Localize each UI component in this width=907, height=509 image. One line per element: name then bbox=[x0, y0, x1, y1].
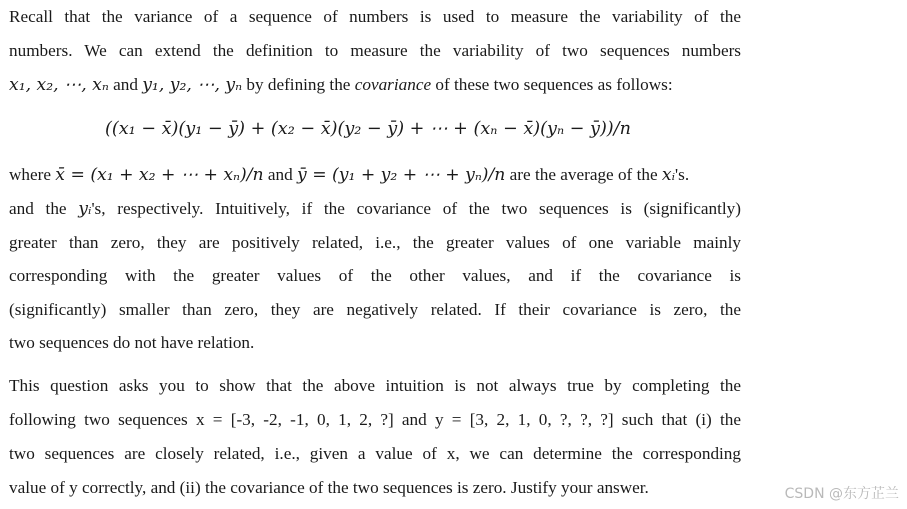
y-sequence: y₁, y₂, ⋯, yₙ bbox=[142, 75, 243, 95]
intuitively-text: 's, respectively. Intuitively, if the covariance of the two sequences is (significantly) bbox=[91, 199, 741, 218]
paragraph2-line5: (significantly) smaller than zero, they are negatively related. If their covariance is zero, the bbox=[9, 300, 741, 319]
paragraph2-line2 bbox=[9, 199, 741, 219]
paragraph1-line1: Recall that the variance of a sequence of numbers is used to measure the variability of the bbox=[9, 7, 741, 26]
and-the-text: and the bbox=[9, 199, 79, 218]
covariance-formula: ((x₁ − x̄)(y₁ − ȳ) + (x₂ − x̄)(y₂ − ȳ) + ⋯ + (xₙ − x̄)(yₙ − ȳ))/n bbox=[105, 119, 631, 139]
and-text: and bbox=[108, 75, 143, 94]
defining-text: by defining the bbox=[242, 75, 355, 94]
paragraph1-line3 bbox=[9, 75, 741, 95]
average-text: are the average of the bbox=[505, 165, 662, 184]
paragraph2-line4: corresponding with the greater values of the other values, and if the covariance is bbox=[9, 266, 741, 285]
and-text: and bbox=[263, 165, 298, 184]
paragraph3-line1: This question asks you to show that the above intuition is not always true by completing the bbox=[9, 376, 741, 395]
yi-symbol: yᵢ bbox=[78, 199, 92, 219]
paragraph3-line2: following two sequences x = [-3, -2, -1, 0, 1, 2, ?] and y = [3, 2, 1, 0, ?, ?, ?] such that (i) the bbox=[9, 410, 741, 429]
csdn-watermark: CSDN @东方芷兰 bbox=[784, 486, 899, 502]
paragraph1-line2: numbers. We can extend the definition to measure the variability of two sequences numbers bbox=[9, 41, 741, 60]
paragraph2-line3: greater than zero, they are positively related, i.e., the greater values of one variable mainly bbox=[9, 233, 741, 252]
xbar-definition: x̄ = (x₁ + x₂ + ⋯ + xₙ)/n bbox=[55, 165, 264, 185]
paragraph2-line1 bbox=[9, 165, 741, 185]
follows-text: of these two sequences as follows: bbox=[431, 75, 673, 94]
xi-symbol: xᵢ bbox=[661, 165, 676, 185]
x-sequence: x₁, x₂, ⋯, xₙ bbox=[9, 75, 109, 95]
paragraph3-line4: value of y correctly, and (ii) the covariance of the two sequences is zero. Justify your answer. bbox=[9, 478, 649, 497]
paragraph2-line6: two sequences do not have relation. bbox=[9, 333, 255, 352]
covariance-term: covariance bbox=[354, 75, 432, 94]
paragraph3-line3: two sequences are closely related, i.e., given a value of x, we can determine the corresponding bbox=[9, 444, 741, 463]
where-text: where bbox=[9, 165, 56, 184]
possessive-text: 's. bbox=[675, 165, 690, 184]
ybar-definition: ȳ = (y₁ + y₂ + ⋯ + yₙ)/n bbox=[297, 165, 506, 185]
